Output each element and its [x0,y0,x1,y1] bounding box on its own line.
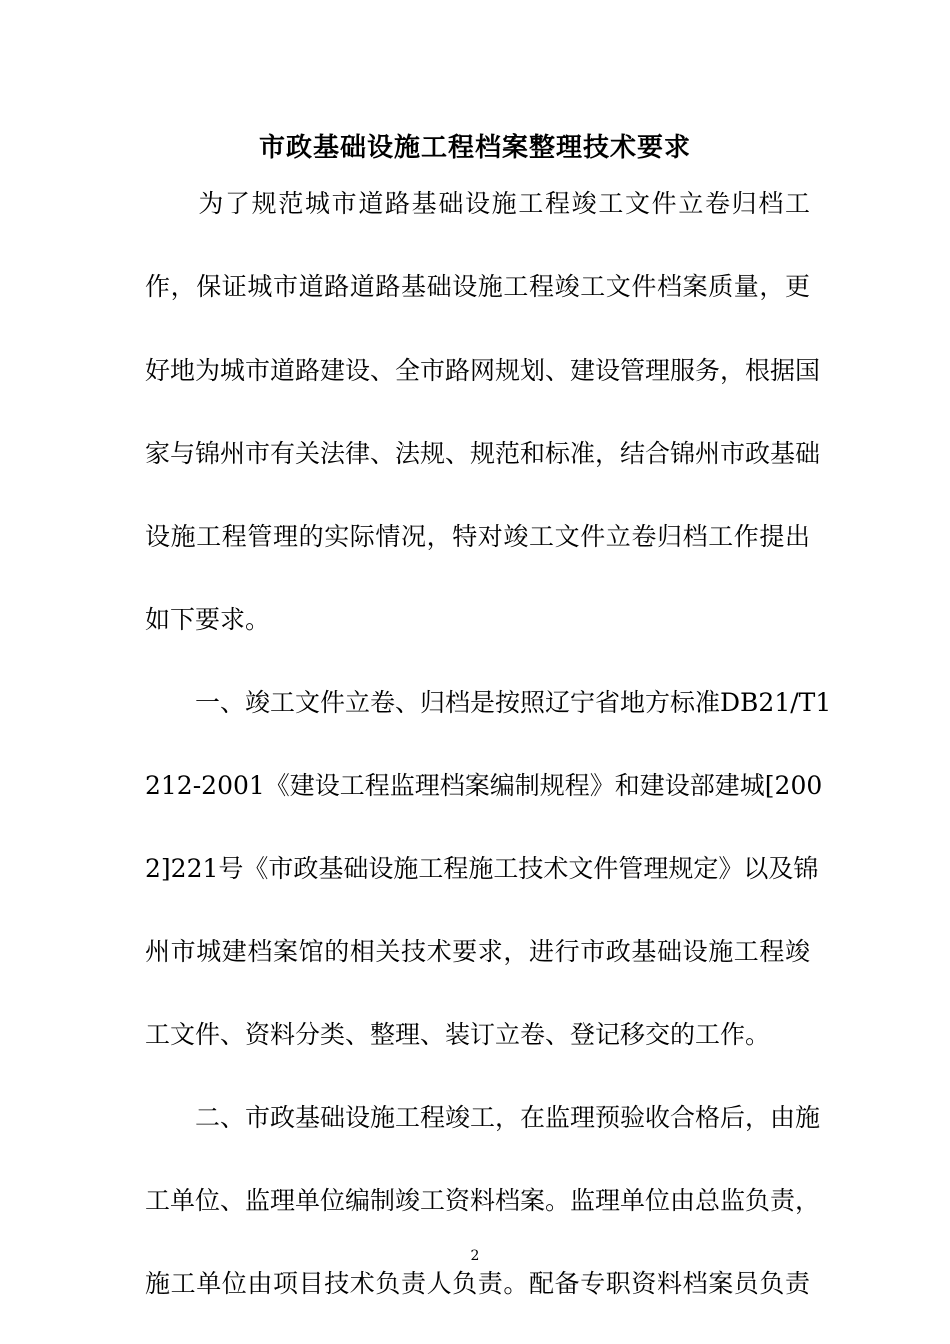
body-line-7: 一、竣工文件立卷、归档是按照辽宁省地方标准DB21/T1 [145,688,832,717]
body-line-14: 施工单位由项目技术负责人负责。配备专职资料档案员负责 [145,1269,810,1298]
body-line-10: 州市城建档案馆的相关技术要求，进行市政基础设施工程竣 [145,937,810,966]
page-number: 2 [470,1248,480,1264]
body-line-13: 工单位、监理单位编制竣工资料档案。监理单位由总监负责， [145,1186,821,1215]
body-line-3: 好地为城市道路建设、全市路网规划、建设管理服务，根据国 [145,356,821,385]
body-line-12: 二、市政基础设施工程竣工，在监理预验收合格后，由施 [145,1103,821,1132]
body-line-1: 为了规范城市道路基础设施工程竣工文件立卷归档工 [145,189,810,218]
body-line-11: 工文件、资料分类、整理、装订立卷、登记移交的工作。 [145,1020,771,1049]
body-line-5: 设施工程管理的实际情况，特对竣工文件立卷归档工作提出 [145,522,810,551]
body-line-9: 2]221号《市政基础设施工程施工技术文件管理规定》以及锦 [145,854,819,883]
body-line-8: 212-2001《建设工程监理档案编制规程》和建设部建城[200 [145,771,823,800]
body-line-2: 作，保证城市道路道路基础设施工程竣工文件档案质量，更 [145,272,810,301]
body-line-4: 家与锦州市有关法律、法规、规范和标准，结合锦州市政基础 [145,439,821,468]
document-title: 市政基础设施工程档案整理技术要求 [258,133,691,163]
body-line-6: 如下要求。 [145,605,271,634]
